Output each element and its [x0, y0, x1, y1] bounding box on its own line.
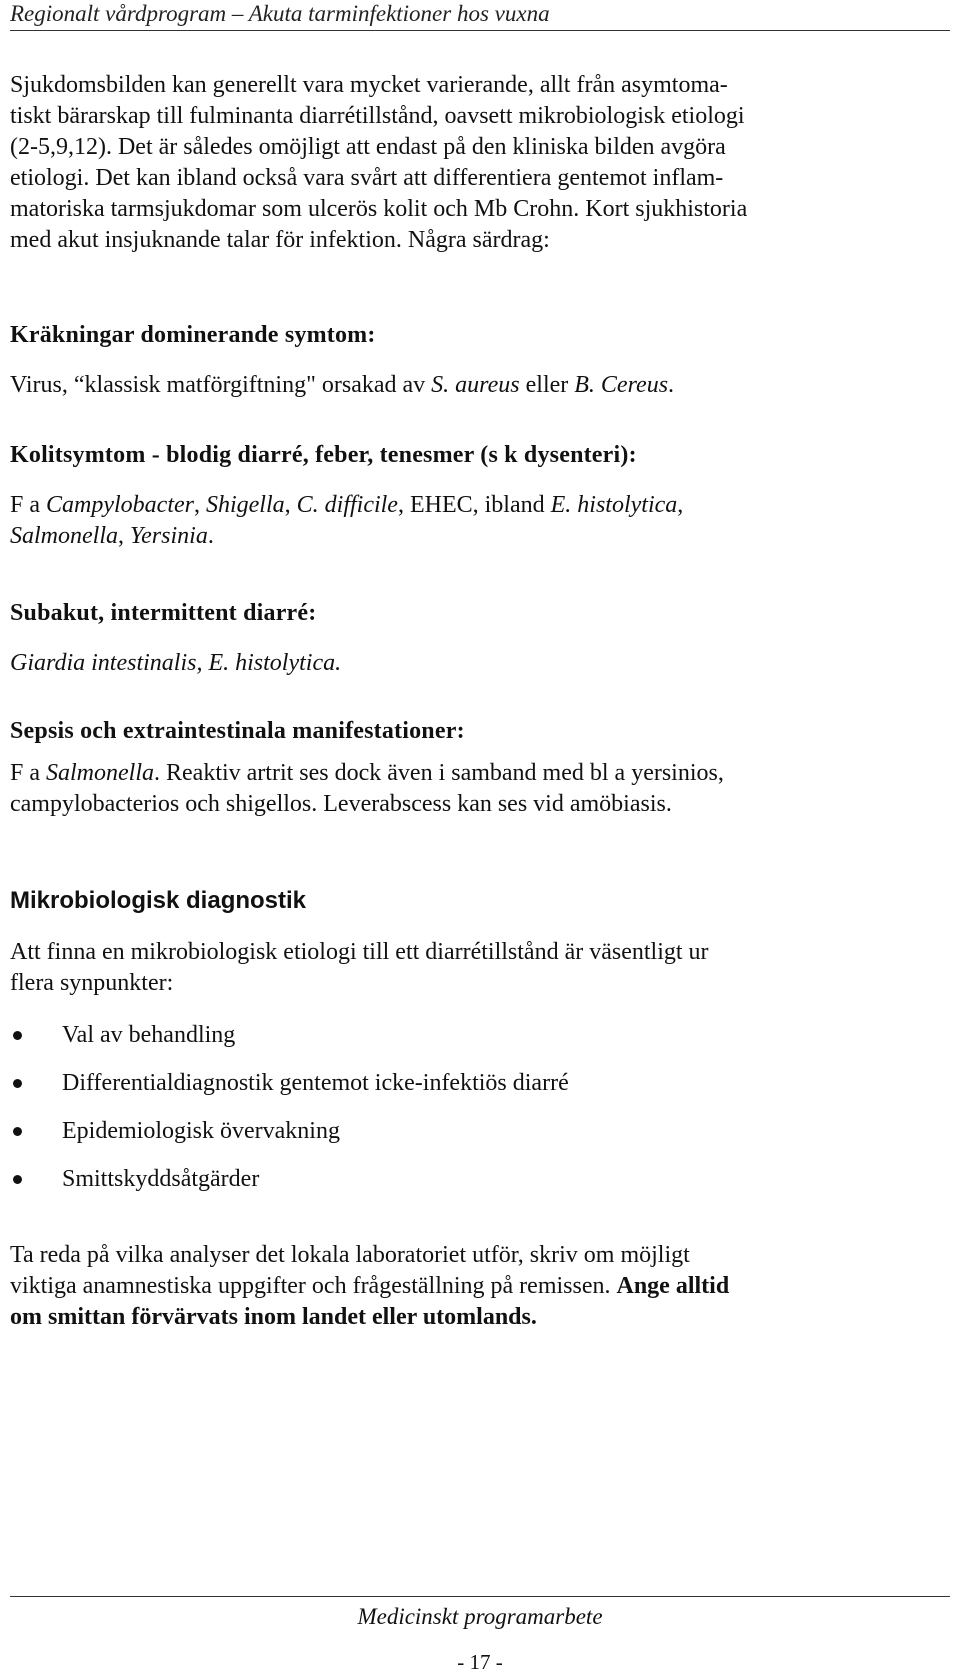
heading-sepsis: Sepsis och extraintestinala manifestationer:	[10, 718, 465, 744]
text: , EHEC, ibland	[397, 492, 551, 518]
text: flera synpunkter:	[10, 970, 174, 996]
text: ,	[118, 523, 130, 549]
section-title-mikrobiologisk-diagnostik: Mikrobiologisk diagnostik	[10, 887, 307, 914]
footer-title: Medicinskt programarbete	[357, 1604, 603, 1629]
organism-name: Salmonella	[46, 760, 154, 786]
intro-paragraph	[10, 70, 945, 256]
list-item-text: Val av behandling	[62, 1022, 236, 1048]
organism-name: E. histolytica	[550, 492, 678, 518]
text: Virus, “klassisk matförgiftning" orsakad av	[10, 372, 432, 398]
emphasis-text: Ange alltid	[616, 1273, 730, 1299]
organism-name: C. difficile	[296, 492, 398, 518]
paragraph-subakut: Giardia intestinalis, E. histolytica.	[10, 650, 342, 676]
text: . Reaktiv artrit ses dock även i samband med bl a yersinios,	[154, 760, 724, 786]
bullet-list	[10, 1020, 945, 1212]
bullet-icon	[13, 1031, 22, 1040]
text: ,	[284, 492, 297, 518]
paragraph-mikro	[10, 937, 945, 999]
intro-line: Sjukdomsbilden kan generellt vara mycket varierande, allt från asymtoma-	[10, 72, 728, 98]
text: viktiga anamnestiska uppgifter och frågeställning på remissen.	[10, 1273, 617, 1299]
text: F a	[10, 492, 46, 518]
organism-name: Salmonella	[10, 523, 118, 549]
list-item	[10, 1020, 945, 1068]
text: .	[207, 523, 214, 549]
heading-subakut: Subakut, intermittent diarré:	[10, 600, 317, 626]
paragraph-kolitsymtom	[10, 490, 945, 552]
organism-name: B. Cereus	[574, 372, 669, 398]
organism-name: Campylobacter	[46, 492, 194, 518]
bullet-icon	[13, 1079, 22, 1088]
footer-divider	[10, 1596, 950, 1597]
organism-name: Shigella	[205, 492, 285, 518]
emphasis-text: om smittan förvärvats inom landet eller utomlands.	[10, 1304, 537, 1330]
text: ,	[677, 492, 684, 518]
page-number: - 17 -	[457, 1650, 503, 1674]
list-item-text: Epidemiologisk övervakning	[62, 1118, 340, 1144]
list-item	[10, 1116, 945, 1164]
text: .	[668, 372, 675, 398]
text: eller	[519, 372, 575, 398]
list-item-text: Smittskyddsåtgärder	[62, 1166, 260, 1192]
paragraph-krakningar	[10, 370, 945, 401]
heading-kolitsymtom: Kolitsymtom - blodig diarré, feber, tenesmer (s k dysenteri):	[10, 442, 637, 468]
organism-name: Yersinia	[130, 523, 208, 549]
paragraph-final	[10, 1240, 945, 1333]
heading-krakningar: Kräkningar dominerande symtom:	[10, 322, 376, 348]
text: ,	[193, 492, 206, 518]
list-item	[10, 1068, 945, 1116]
intro-line: tiskt bärarskap till fulminanta diarrétillstånd, oavsett mikrobiologisk etiologi	[10, 103, 745, 129]
intro-line: (2-5,9,12). Det är således omöjligt att endast på den kliniska bilden avgöra	[10, 134, 726, 160]
running-header: Regionalt vårdprogram – Akuta tarminfektioner hos vuxna	[10, 0, 950, 31]
organism-name: S. aureus	[431, 372, 520, 398]
intro-line: med akut insjuknande talar för infektion. Några särdrag:	[10, 227, 550, 253]
bullet-icon	[13, 1175, 22, 1184]
intro-line: matoriska tarmsjukdomar som ulcerös kolit och Mb Crohn. Kort sjukhistoria	[10, 196, 748, 222]
text: Att finna en mikrobiologisk etiologi till ett diarrétillstånd är väsentligt ur	[10, 939, 709, 965]
text: campylobacterios och shigellos. Leverabscess kan ses vid amöbiasis.	[10, 791, 672, 817]
text: F a	[10, 760, 46, 786]
list-item-text: Differentialdiagnostik gentemot icke-infektiös diarré	[62, 1070, 569, 1096]
paragraph-sepsis	[10, 758, 945, 820]
text: Ta reda på vilka analyser det lokala laboratoriet utför, skriv om möjligt	[10, 1242, 690, 1268]
bullet-icon	[13, 1127, 22, 1136]
intro-line: etiologi. Det kan ibland också vara svårt att differentiera gentemot inflam-	[10, 165, 724, 191]
list-item	[10, 1164, 945, 1212]
